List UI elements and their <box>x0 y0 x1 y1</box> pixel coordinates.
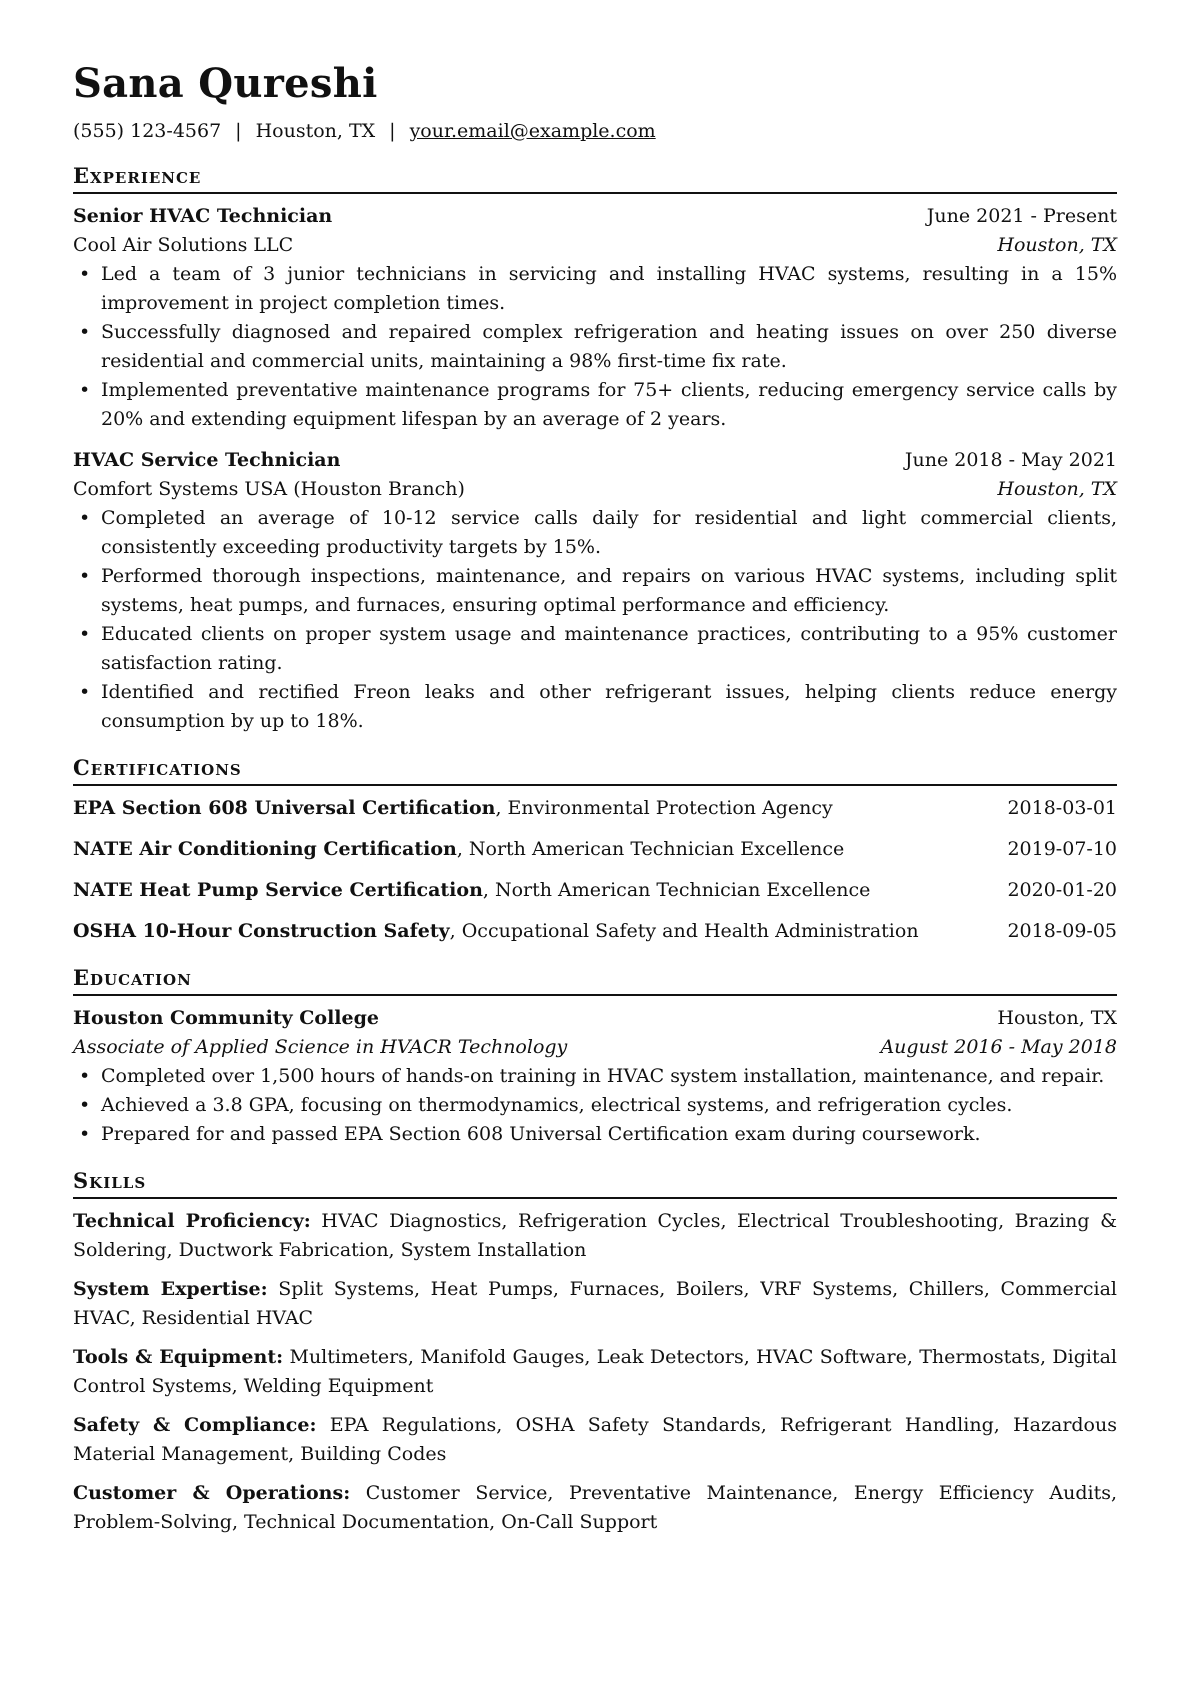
job-entry <box>73 446 1117 736</box>
skill-value: Split Systems, Heat Pumps, Furnaces, Boilers, VRF Systems, Chillers, Commercial HVAC, Residential HVAC <box>73 1278 1117 1329</box>
job-role: HVAC Service Technician <box>73 449 341 471</box>
certification-date: 2020-01-20 <box>1007 879 1117 901</box>
job-company: Comfort Systems USA (Houston Branch) <box>73 478 465 500</box>
job-location: Houston, TX <box>997 234 1117 256</box>
bullet-icon: • <box>79 507 91 529</box>
list-item <box>73 562 1117 620</box>
certification-date: 2019-07-10 <box>1007 838 1117 860</box>
contact-separator: | <box>235 120 242 142</box>
bullet-text: Implemented preventative maintenance programs for 75+ clients, reducing emergency service calls by 20% and extending equipment lifespan by an average of 2 years. <box>101 379 1117 430</box>
bullet-icon: • <box>79 379 91 401</box>
bullet-icon: • <box>79 565 91 587</box>
bullet-text: Completed an average of 10-12 service calls daily for residential and light commercial clients, consistently exceeding productivity targets by 15%. <box>101 507 1117 558</box>
certification-text <box>73 917 919 946</box>
education-entry <box>73 1004 1117 1149</box>
bullet-text: Completed over 1,500 hours of hands-on training in HVAC system installation, maintenance, and repair. <box>101 1065 1105 1087</box>
list-item <box>73 1062 1117 1091</box>
skill-label: Customer & Operations: <box>73 1482 351 1504</box>
job-role: Senior HVAC Technician <box>73 205 333 227</box>
skill-label: Technical Proficiency: <box>73 1210 311 1232</box>
list-item <box>73 620 1117 678</box>
skill-label: Safety & Compliance: <box>73 1414 317 1436</box>
certification-text <box>73 835 844 864</box>
email-link[interactable]: your.email@example.com <box>409 120 656 142</box>
certification-row <box>73 835 1117 864</box>
certifications-list <box>73 794 1117 946</box>
certification-name: EPA Section 608 Universal Certification <box>73 797 496 819</box>
skill-row <box>73 1207 1117 1265</box>
bullet-icon: • <box>79 263 91 285</box>
job-company: Cool Air Solutions LLC <box>73 234 294 256</box>
skill-value: Customer Service, Preventative Maintenance, Energy Efficiency Audits, Problem-Solving, Technical Documentation, On-Call Support <box>73 1482 1117 1533</box>
certification-issuer: , Occupational Safety and Health Administration <box>449 920 919 942</box>
skill-label: Tools & Equipment: <box>73 1346 284 1368</box>
certification-date: 2018-03-01 <box>1007 797 1117 819</box>
certification-name: OSHA 10-Hour Construction Safety <box>73 920 450 942</box>
bullet-icon: • <box>79 623 91 645</box>
skill-value: EPA Regulations, OSHA Safety Standards, Refrigerant Handling, Hazardous Material Management, Building Codes <box>73 1414 1117 1465</box>
bullet-text: Performed thorough inspections, maintenance, and repairs on various HVAC systems, including split systems, heat pumps, and furnaces, ensuring optimal performance and efficiency. <box>101 565 1117 616</box>
job-bullets <box>73 504 1117 736</box>
certification-date: 2018-09-05 <box>1007 920 1117 942</box>
job-location: Houston, TX <box>997 478 1117 500</box>
job-header <box>73 446 1117 475</box>
bullet-text: Achieved a 3.8 GPA, focusing on thermodynamics, electrical systems, and refrigeration cycles. <box>101 1094 1013 1116</box>
skill-row <box>73 1275 1117 1333</box>
school-location: Houston, TX <box>997 1007 1117 1029</box>
bullet-icon: • <box>79 321 91 343</box>
certification-text <box>73 794 833 823</box>
education-header <box>73 1004 1117 1033</box>
section-title-certifications: Certifications <box>73 754 1117 786</box>
list-item <box>73 504 1117 562</box>
skill-row <box>73 1411 1117 1469</box>
education-bullets <box>73 1062 1117 1149</box>
list-item <box>73 260 1117 318</box>
skills-list <box>73 1207 1117 1537</box>
bullet-text: Led a team of 3 junior technicians in servicing and installing HVAC systems, resulting in a 15% improvement in project completion times. <box>101 263 1117 314</box>
school-name: Houston Community College <box>73 1007 379 1029</box>
bullet-text: Successfully diagnosed and repaired complex refrigeration and heating issues on over 250 diverse residential and commercial units, maintaining a 98% first-time fix rate. <box>101 321 1117 372</box>
certification-name: NATE Heat Pump Service Certification <box>73 879 483 901</box>
bullet-icon: • <box>79 1123 91 1145</box>
certification-issuer: , Environmental Protection Agency <box>495 797 833 819</box>
list-item <box>73 318 1117 376</box>
certification-row <box>73 794 1117 823</box>
bullet-text: Prepared for and passed EPA Section 608 Universal Certification exam during coursework. <box>101 1123 981 1145</box>
bullet-text: Identified and rectified Freon leaks and other refrigerant issues, helping clients reduce energy consumption by up to 18%. <box>101 681 1117 732</box>
list-item <box>73 678 1117 736</box>
contact-separator: | <box>389 120 396 142</box>
skill-row <box>73 1479 1117 1537</box>
bullet-text: Educated clients on proper system usage and maintenance practices, contributing to a 95% customer satisfaction rating. <box>101 623 1117 674</box>
job-entry <box>73 202 1117 434</box>
skill-value: HVAC Diagnostics, Refrigeration Cycles, Electrical Troubleshooting, Brazing & Soldering, Ductwork Fabrication, System Installation <box>73 1210 1117 1261</box>
certification-name: NATE Air Conditioning Certification <box>73 838 457 860</box>
phone-number: (555) 123-4567 <box>73 120 222 142</box>
certification-row <box>73 917 1117 946</box>
bullet-icon: • <box>79 1094 91 1116</box>
bullet-icon: • <box>79 1065 91 1087</box>
skill-row <box>73 1343 1117 1401</box>
bullet-icon: • <box>79 681 91 703</box>
education-subheader <box>73 1033 1117 1062</box>
certification-issuer: , North American Technician Excellence <box>456 838 845 860</box>
section-title-education: Education <box>73 964 1117 996</box>
job-subheader <box>73 231 1117 260</box>
certification-row <box>73 876 1117 905</box>
candidate-name: Sana Qureshi <box>73 60 378 107</box>
contact-location: Houston, TX <box>255 120 376 142</box>
certification-text <box>73 876 870 905</box>
education-dates: August 2016 - May 2018 <box>880 1036 1117 1058</box>
list-item <box>73 1091 1117 1120</box>
job-dates: June 2018 - May 2021 <box>904 449 1117 471</box>
certification-issuer: , North American Technician Excellence <box>482 879 871 901</box>
job-dates: June 2021 - Present <box>926 205 1117 227</box>
job-bullets <box>73 260 1117 434</box>
skill-value: Multimeters, Manifold Gauges, Leak Detectors, HVAC Software, Thermostats, Digital Control Systems, Welding Equipment <box>73 1346 1118 1397</box>
section-title-experience: Experience <box>73 162 1117 194</box>
list-item <box>73 376 1117 434</box>
degree-name: Associate of Applied Science in HVACR Technology <box>73 1036 568 1058</box>
list-item <box>73 1120 1117 1149</box>
job-header <box>73 202 1117 231</box>
contact-line <box>73 118 1117 144</box>
skill-label: System Expertise: <box>73 1278 268 1300</box>
section-title-skills: Skills <box>73 1167 1117 1199</box>
job-subheader <box>73 475 1117 504</box>
